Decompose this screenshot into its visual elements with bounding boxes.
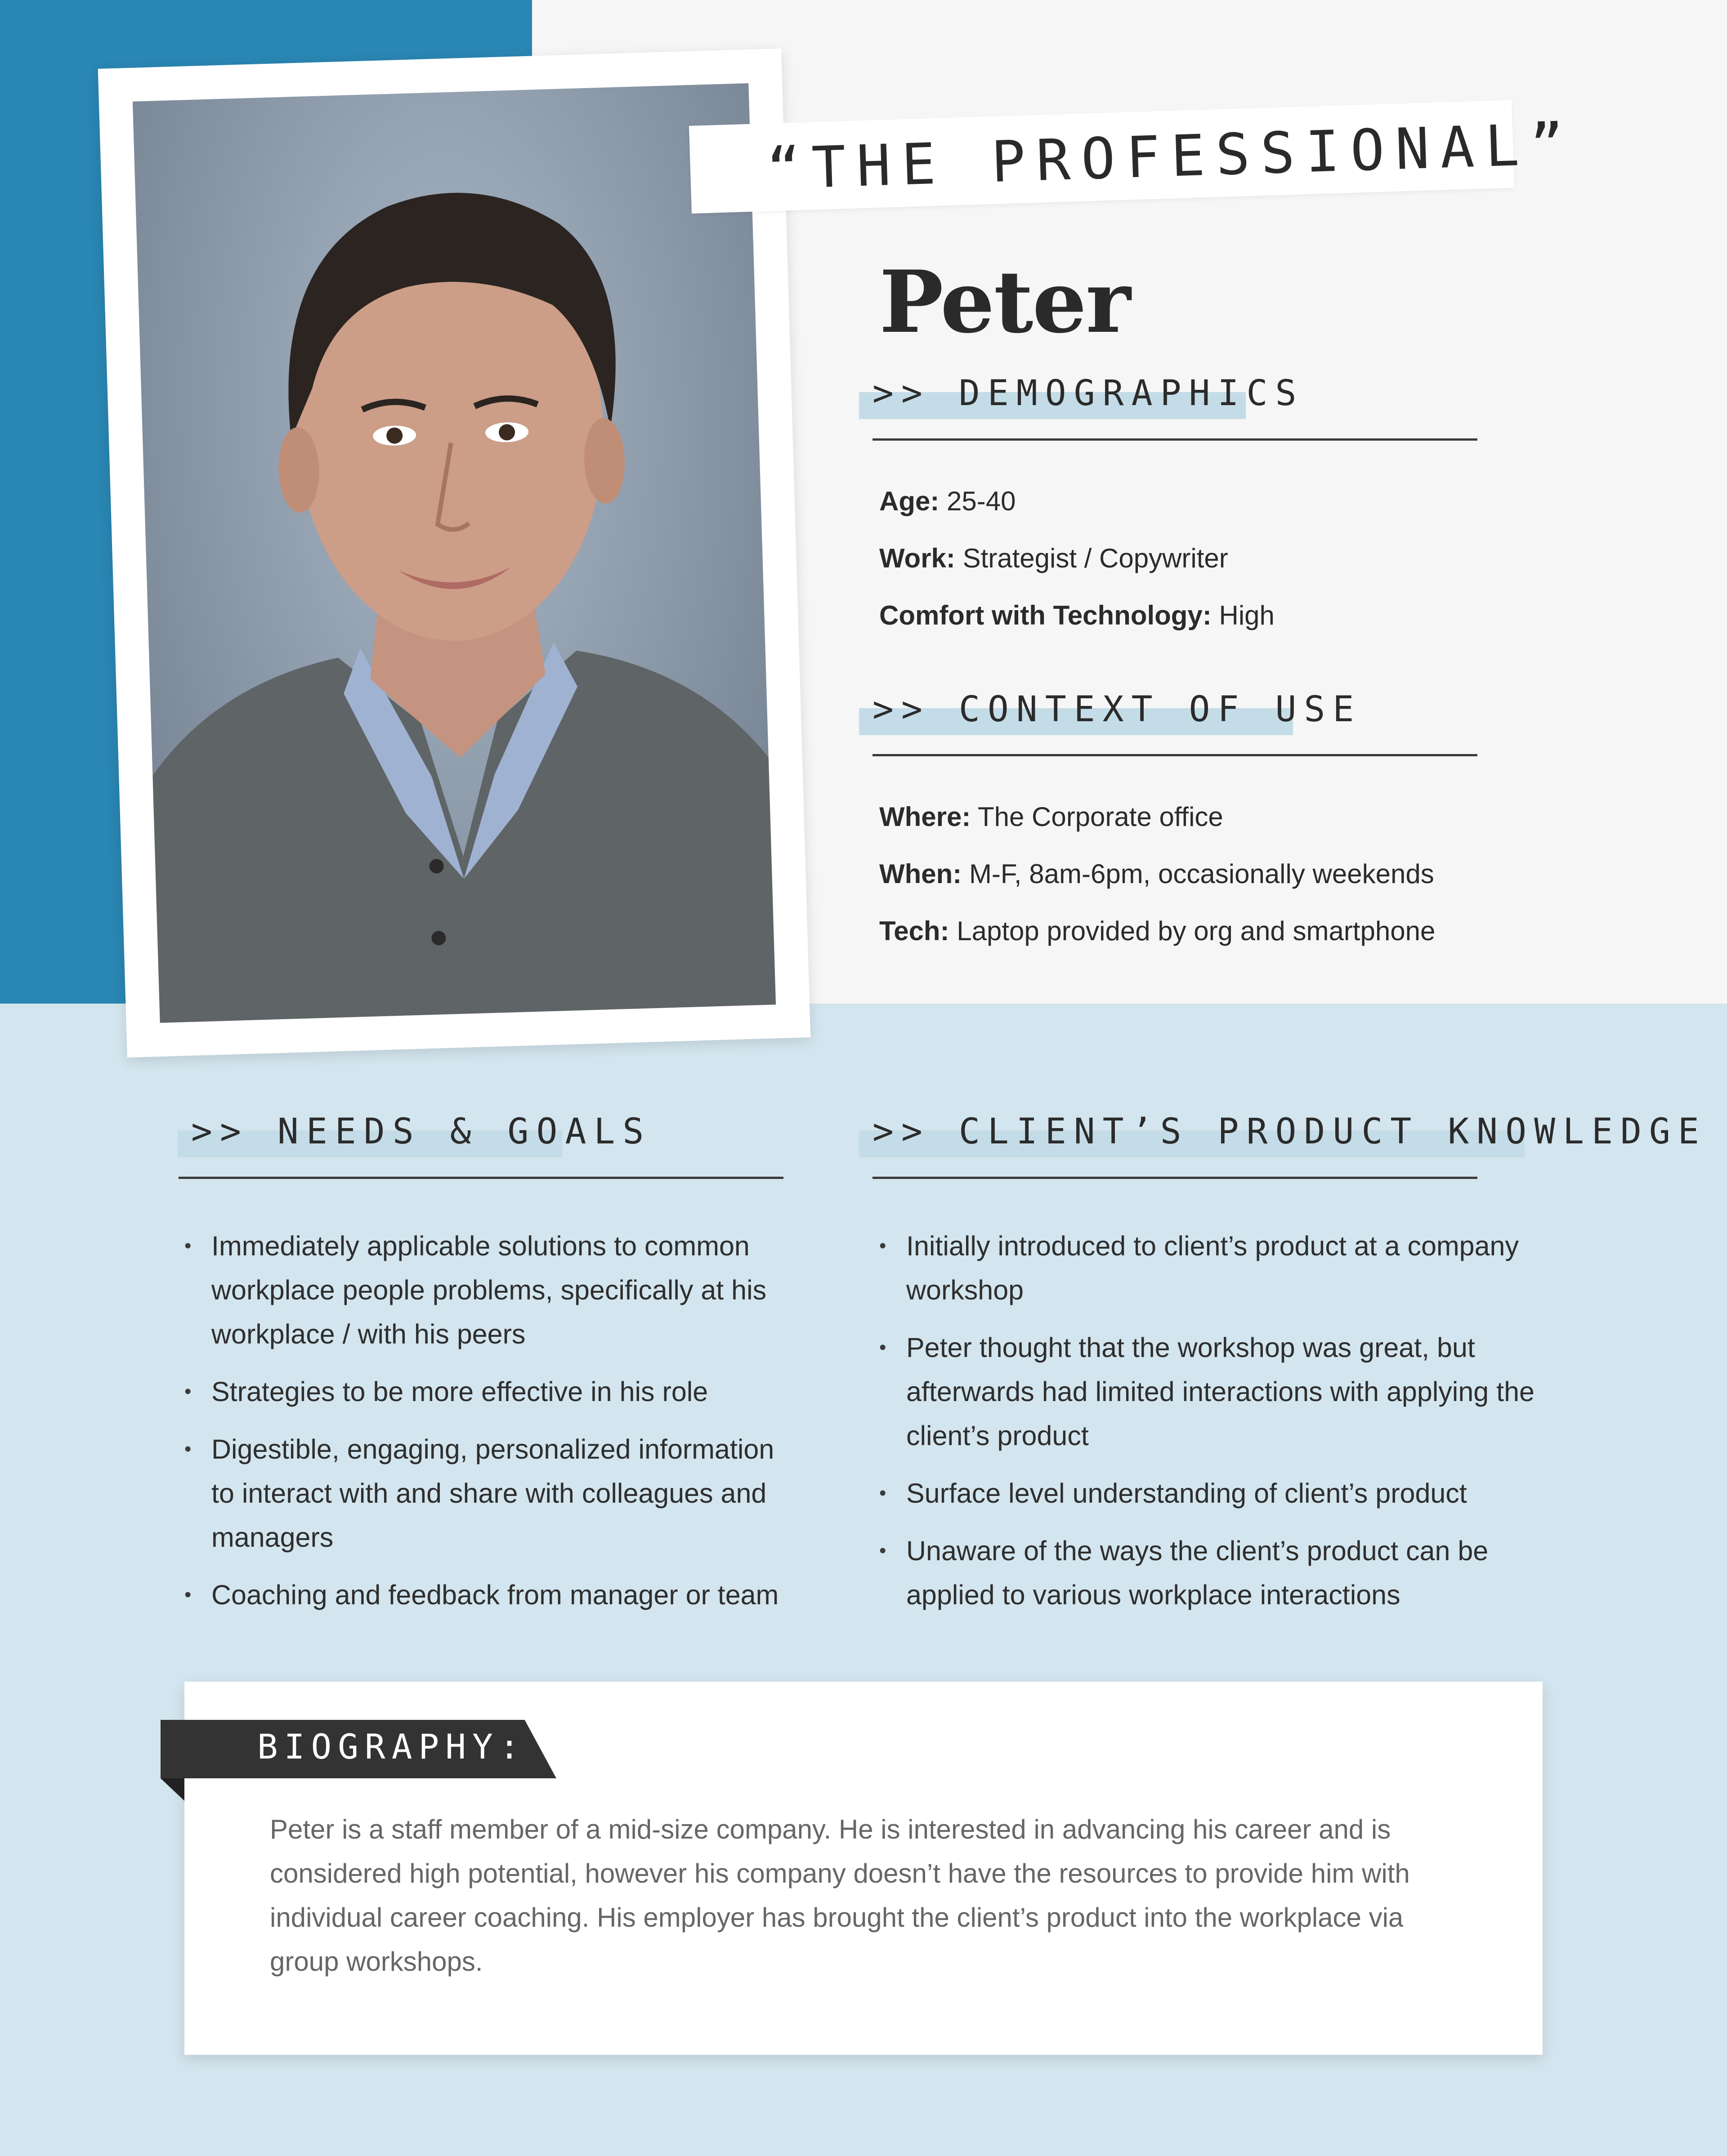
persona-label: “THE PROFESSIONAL” — [765, 111, 1576, 202]
context-tech — [879, 915, 1435, 946]
tech-label: Tech: — [879, 916, 949, 946]
context-divider — [872, 754, 1477, 756]
portrait-illustration — [133, 83, 776, 1023]
context-header — [859, 689, 1362, 734]
when-value: M-F, 8am-6pm, occasionally weekends — [962, 859, 1434, 889]
list-item: • Immediately applicable solutions to common workplace people problems, specifically at his workplace / with his peers — [184, 1224, 801, 1356]
product-knowledge-header — [859, 1111, 1707, 1156]
list-item: • Coaching and feedback from manager or team — [184, 1573, 801, 1617]
list-item: • Peter thought that the workshop was great, but afterwards had limited interactions with applying the client’s product — [879, 1326, 1545, 1458]
persona-photo — [133, 83, 776, 1023]
list-item: • Unaware of the ways the client’s product can be applied to various workplace interactions — [879, 1529, 1545, 1617]
demographic-age — [879, 486, 1016, 517]
product-knowledge-heading: >> CLIENT’S PRODUCT KNOWLEDGE — [872, 1111, 1707, 1152]
product-knowledge-list — [879, 1224, 1545, 1630]
tech-value: Laptop provided by org and smartphone — [949, 916, 1436, 946]
demographics-heading: >> DEMOGRAPHICS — [872, 373, 1304, 414]
needs-goals-heading: >> NEEDS & GOALS — [191, 1111, 652, 1152]
list-item: • Initially introduced to client’s product at a company workshop — [879, 1224, 1545, 1312]
biography-text: Peter is a staff member of a mid-size company. He is interested in advancing his career and is considered high potential, however his company doesn’t have the resources to provide him with individual career coaching. His employer has brought the client’s product into the workplace via group workshops. — [270, 1814, 1410, 1977]
needs-goals-divider — [179, 1177, 783, 1179]
context-where — [879, 801, 1223, 832]
tech-comfort-label: Comfort with Technology: — [879, 600, 1212, 630]
tech-comfort-value: High — [1211, 600, 1275, 630]
ribbon-fold — [161, 1778, 184, 1801]
where-label: Where: — [879, 802, 971, 832]
product-knowledge-divider — [872, 1177, 1477, 1179]
persona-name: Peter — [879, 252, 1130, 352]
work-value: Strategist / Copywriter — [955, 543, 1228, 573]
age-label: Age: — [879, 486, 940, 516]
context-heading: >> CONTEXT OF USE — [872, 689, 1362, 730]
demographics-header — [859, 373, 1304, 418]
demographic-work — [879, 543, 1228, 574]
demographic-tech-comfort — [879, 600, 1275, 631]
work-label: Work: — [879, 543, 955, 573]
list-item: • Digestible, engaging, personalized information to interact with and share with colleagues and managers — [184, 1427, 801, 1559]
when-label: When: — [879, 859, 962, 889]
where-value: The Corporate office — [971, 802, 1223, 832]
age-value: 25-40 — [939, 486, 1016, 516]
needs-goals-header — [178, 1111, 652, 1156]
needs-goals-list — [184, 1224, 801, 1630]
biography-heading: BIOGRAPHY: — [257, 1727, 526, 1767]
demographics-divider — [872, 438, 1477, 441]
list-item: • Surface level understanding of client’s product — [879, 1471, 1545, 1515]
list-item: • Strategies to be more effective in his role — [184, 1370, 801, 1414]
context-when — [879, 858, 1434, 889]
